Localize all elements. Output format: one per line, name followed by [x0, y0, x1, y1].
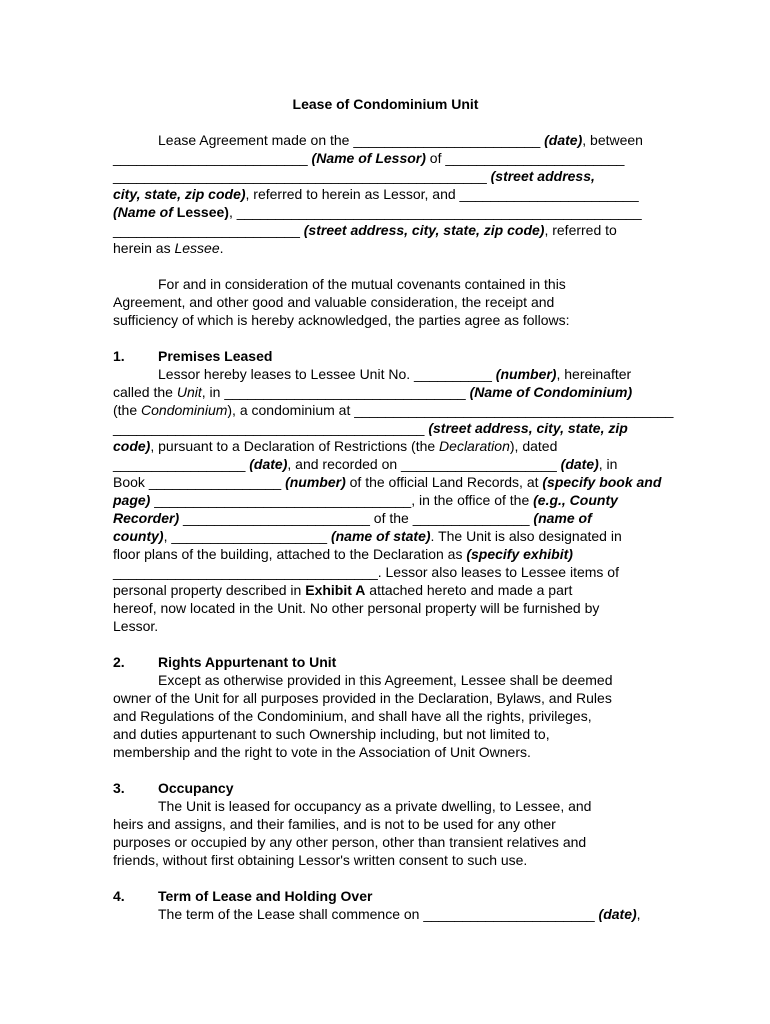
text-line — [113, 509, 658, 527]
text-run: Condominium — [141, 402, 228, 418]
text-run: . Lessor also leases to Lessee items of — [377, 564, 619, 580]
text-line — [113, 491, 658, 509]
text-run: 4. — [113, 888, 125, 904]
text-run: , hereinafter — [556, 366, 632, 382]
text-line — [113, 437, 658, 455]
text-line — [113, 95, 658, 113]
text-run: (street address, city, state, zip — [428, 420, 628, 436]
text-run: membership and the right to vote in the Association of Unit Owners. — [113, 744, 531, 760]
text-run: (specify exhibit) — [466, 546, 573, 562]
text-line — [113, 707, 658, 725]
text-run: (specify book and — [542, 474, 662, 490]
blank-field: __________________________________ — [113, 564, 378, 580]
text-line — [113, 203, 658, 221]
paragraph — [113, 671, 658, 761]
text-run: Lessor. — [113, 618, 159, 634]
blank-field: ________________________ — [113, 222, 300, 238]
text-run: Premises Leased — [158, 348, 273, 364]
text-run: (Name of Lessor) — [311, 150, 426, 166]
text-line — [113, 617, 658, 635]
text-line — [113, 815, 658, 833]
blank-field: ______________________ — [423, 906, 595, 922]
section-heading — [113, 887, 658, 905]
text-run: (date) — [560, 456, 599, 472]
text-line — [113, 167, 658, 185]
text-run: (the — [113, 402, 142, 418]
text-run: Occupancy — [158, 780, 234, 796]
text-line — [113, 455, 658, 473]
blank-field: _________________________________ — [154, 492, 412, 508]
text-line — [113, 887, 658, 905]
text-line — [113, 581, 658, 599]
text-line — [113, 599, 658, 617]
text-line — [113, 689, 658, 707]
text-line — [113, 293, 658, 311]
text-run: 1. — [113, 348, 125, 364]
text-run: 3. — [113, 780, 125, 796]
text-run: , referred to — [544, 222, 617, 238]
text-run: 2. — [113, 654, 125, 670]
text-line — [113, 239, 658, 257]
text-line — [113, 725, 658, 743]
section-heading — [113, 653, 658, 671]
section-heading — [113, 347, 658, 365]
text-line — [113, 419, 658, 437]
text-run: attached hereto and made a part — [365, 582, 573, 598]
text-line — [113, 347, 658, 365]
text-run: of the official Land Records, at — [345, 474, 543, 490]
text-run: of — [425, 150, 446, 166]
text-run: (date) — [544, 132, 583, 148]
text-line — [113, 383, 658, 401]
text-run: and duties appurtenant to such Ownership including, but not limited to, — [113, 726, 550, 742]
text-run: Term of Lease and Holding Over — [158, 888, 373, 904]
text-run: , referred to herein as Lessor, and — [245, 186, 460, 202]
paragraph — [113, 275, 658, 329]
blank-field: _______________________ — [445, 150, 625, 166]
text-run: Except as otherwise provided in this Agreement, Lessee shall be deemed — [158, 672, 613, 688]
blank-field: ________________________________________________ — [113, 168, 487, 184]
text-line — [113, 185, 658, 203]
text-line — [113, 527, 658, 545]
text-run: Exhibit A — [305, 582, 366, 598]
text-run: of the — [369, 510, 413, 526]
text-line — [113, 311, 658, 329]
paragraph — [113, 365, 674, 635]
text-run: Book — [113, 474, 149, 490]
text-run: Lessee — [174, 240, 220, 256]
text-run: , pursuant to a Declaration of Restrictions (the — [150, 438, 440, 454]
text-run: , in the office of the — [411, 492, 534, 508]
text-line — [113, 545, 658, 563]
text-run: Lease Agreement made on the — [158, 132, 354, 148]
paragraph — [113, 797, 658, 869]
text-line — [113, 851, 658, 869]
blank-field: ____________________ — [401, 456, 557, 472]
text-run: Lessor hereby leases to Lessee Unit No. — [158, 366, 415, 382]
text-run: , — [636, 906, 641, 922]
text-run: (street address, city, state, zip code) — [303, 222, 545, 238]
text-line — [113, 365, 658, 383]
text-run: herein as — [113, 240, 175, 256]
text-run: sufficiency of which is hereby acknowledged, the parties agree as follows: — [113, 312, 570, 328]
text-run: Lessee) — [176, 204, 229, 220]
text-line — [113, 797, 658, 815]
text-run: page) — [113, 492, 151, 508]
text-run: (street address, — [490, 168, 595, 184]
text-run: , — [163, 528, 172, 544]
blank-field: _______________________________ — [224, 384, 466, 400]
blank-field: ____________________________________________________ — [236, 204, 642, 220]
text-run: , — [228, 204, 237, 220]
text-run: , and recorded on — [287, 456, 402, 472]
text-run: (name of — [533, 510, 592, 526]
blank-field: ____________________ — [171, 528, 328, 544]
text-run: Agreement, and other good and valuable consideration, the receipt and — [113, 294, 555, 310]
document-content — [113, 95, 674, 923]
text-run: purposes or occupied by any other person, other than transient relatives and — [113, 834, 587, 850]
text-run: (e.g., County — [533, 492, 618, 508]
text-run: . The Unit is also designated in — [430, 528, 622, 544]
text-line — [113, 401, 674, 419]
text-line — [113, 833, 658, 851]
text-run: personal property described in — [113, 582, 306, 598]
text-run: , between — [582, 132, 643, 148]
blank-field: _______________ — [412, 510, 530, 526]
text-line — [113, 221, 658, 239]
blank-field: __________ — [414, 366, 492, 382]
text-run: Rights Appurtenant to Unit — [158, 654, 337, 670]
text-run: code) — [113, 438, 151, 454]
text-line — [113, 671, 658, 689]
blank-field: _______________________ — [459, 186, 639, 202]
text-run: Unit — [176, 384, 202, 400]
text-run: floor plans of the building, attached to the Declaration as — [113, 546, 467, 562]
text-run: (date) — [598, 906, 637, 922]
text-run: , in — [598, 456, 618, 472]
text-line — [113, 275, 658, 293]
blank-field: _________________________ — [113, 150, 308, 166]
document-title — [113, 95, 658, 113]
text-run: For and in consideration of the mutual covenants contained in this — [158, 276, 566, 292]
text-line — [113, 131, 658, 149]
text-run: county) — [113, 528, 164, 544]
text-run: , in — [201, 384, 225, 400]
text-run: hereof, now located in the Unit. No other personal property will be furnished by — [113, 600, 600, 616]
text-run: (date) — [249, 456, 288, 472]
blank-field: _________________ — [148, 474, 282, 490]
text-run: (number) — [285, 474, 346, 490]
text-run: ), a condominium at — [227, 402, 355, 418]
text-run: called the — [113, 384, 177, 400]
text-run: Lease of Condominium Unit — [292, 96, 479, 112]
text-line — [113, 653, 658, 671]
text-line — [113, 743, 658, 761]
text-run: friends, without first obtaining Lessor's written consent to such use. — [113, 852, 528, 868]
text-run: heirs and assigns, and their families, and is not to be used for any other — [113, 816, 556, 832]
blank-field: _________________ — [113, 456, 246, 472]
blank-field: ________________________ — [183, 510, 370, 526]
text-run: Declaration — [439, 438, 510, 454]
text-line — [113, 149, 658, 167]
text-line — [113, 563, 658, 581]
text-run: and Regulations of the Condominium, and shall have all the rights, privileges, — [113, 708, 592, 724]
text-run: ), dated — [509, 438, 558, 454]
text-run: (Name of — [113, 204, 177, 220]
text-run: . — [219, 240, 224, 256]
paragraph — [113, 131, 658, 257]
text-line — [113, 473, 662, 491]
blank-field: _________________________________________ — [354, 402, 674, 418]
blank-field: ________________________________________ — [113, 420, 425, 436]
text-line — [113, 779, 658, 797]
text-run: The term of the Lease shall commence on — [158, 906, 424, 922]
text-run: (Name of Condominium) — [469, 384, 633, 400]
blank-field: ________________________ — [353, 132, 541, 148]
text-run: Recorder) — [113, 510, 180, 526]
paragraph — [113, 905, 658, 923]
text-run: owner of the Unit for all purposes provided in the Declaration, Bylaws, and Rules — [113, 690, 612, 706]
text-run: The Unit is leased for occupancy as a private dwelling, to Lessee, and — [158, 798, 592, 814]
text-run: (number) — [495, 366, 557, 382]
section-heading — [113, 779, 658, 797]
text-run: city, state, zip code) — [113, 186, 246, 202]
text-run: (name of state) — [330, 528, 431, 544]
text-line — [113, 905, 658, 923]
